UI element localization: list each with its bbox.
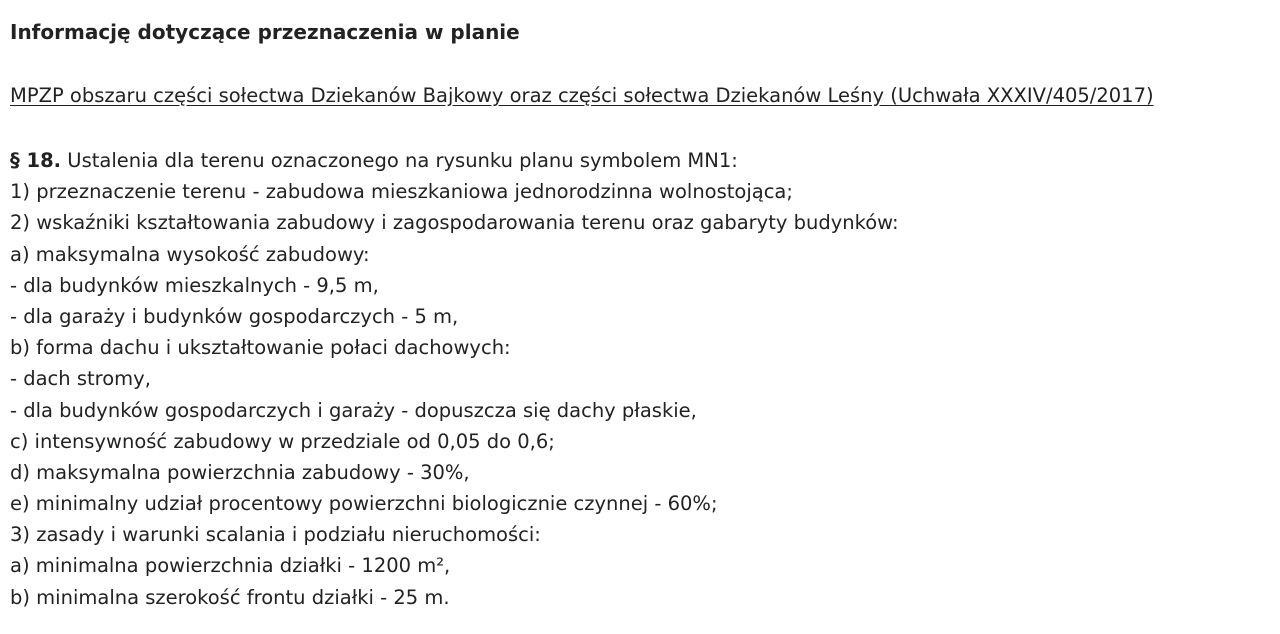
section-heading-line [10, 145, 899, 176]
provision-line: - dla budynków gospodarczych i garaży - dopuszcza się dachy płaskie, [10, 398, 697, 422]
plan-resolution-link[interactable]: MPZP obszaru części sołectwa Dziekanów Bajkowy oraz części sołectwa Dziekanów Leśny (Uchwała XXXIV/405/2017) [10, 84, 1154, 107]
section-number: § 18. [10, 149, 62, 172]
provision-line: d) maksymalna powierzchnia zabudowy - 30%, [10, 460, 470, 484]
provision-line: a) maksymalna wysokość zabudowy: [10, 242, 370, 266]
provision-line: - dach stromy, [10, 367, 151, 391]
provision-line: 3) zasady i warunki scalania i podziału nieruchomości: [10, 523, 541, 547]
provision-line: - dla garaży i budynków gospodarczych - 5 m, [10, 304, 459, 328]
section-intro: Ustalenia dla terenu oznaczonego na rysunku planu symbolem MN1: [61, 149, 738, 172]
provision-line: c) intensywność zabudowy w przedziale od 0,05 do 0,6; [10, 429, 555, 453]
page-title: Informację dotyczące przeznaczenia w planie [10, 20, 520, 44]
provision-line: e) minimalny udział procentowy powierzchni biologicznie czynnej - 60%; [10, 492, 718, 516]
provision-line: 2) wskaźniki kształtowania zabudowy i zagospodarowania terenu oraz gabaryty budynków: [10, 211, 899, 235]
provision-line: b) forma dachu i ukształtowanie połaci dachowych: [10, 336, 511, 360]
provision-line: b) minimalna szerokość frontu działki - 25 m. [10, 585, 450, 609]
provision-line: a) minimalna powierzchnia działki - 1200 m², [10, 554, 451, 578]
provision-line: - dla budynków mieszkalnych - 9,5 m, [10, 273, 379, 297]
provision-line: 1) przeznaczenie terenu - zabudowa mieszkaniowa jednorodzinna wolnostojąca; [10, 180, 793, 204]
plan-provisions [10, 145, 899, 613]
